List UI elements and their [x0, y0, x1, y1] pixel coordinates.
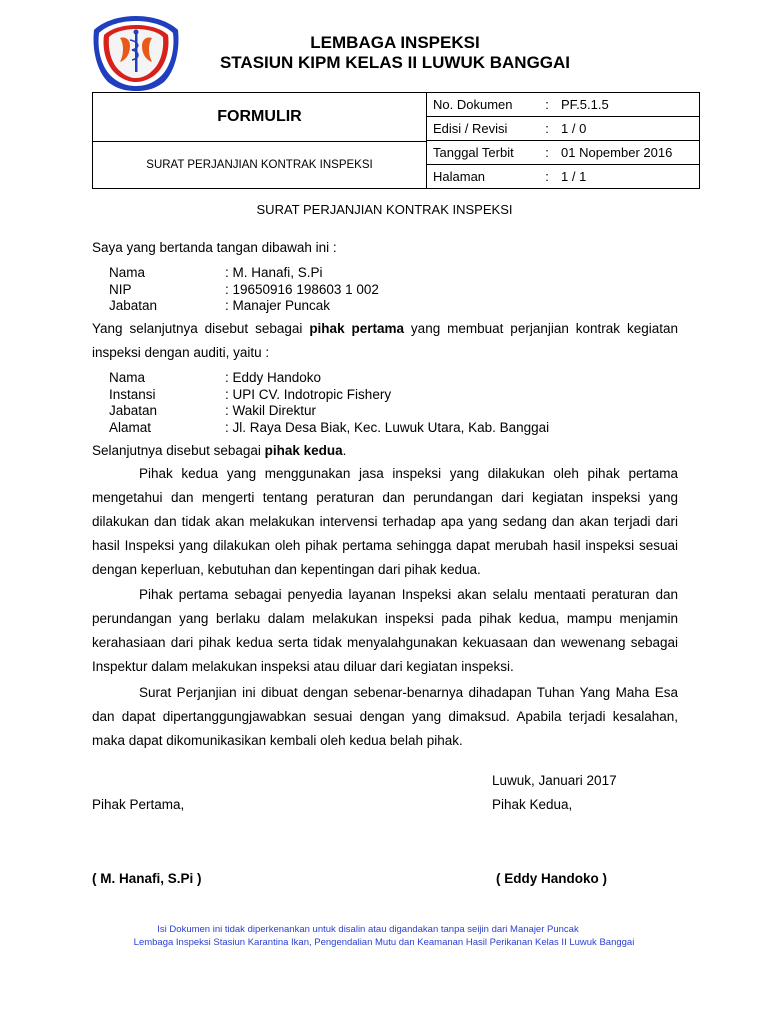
footer-disclaimer: Isi Dokumen ini tidak diperkenankan untuk disalin atau digandakan tanpa seijin dari Manajer Puncak [157, 924, 579, 935]
party2-row-position [109, 403, 549, 420]
place-date: Luwuk, Januari 2017 [492, 773, 617, 788]
first-party-signatory: ( M. Hanafi, S.Pi ) [92, 871, 202, 886]
form-label: FORMULIR [93, 93, 427, 142]
field-value: : Wakil Direktur [225, 403, 317, 418]
party1-row-name [109, 265, 379, 282]
party1-row-nip [109, 282, 379, 299]
meta-key: Halaman [433, 169, 486, 184]
bold-term-second-party: pihak kedua [264, 443, 343, 458]
meta-sep: : [545, 121, 549, 136]
meta-row-issue-date [427, 140, 699, 164]
text-segment: yang membuat perjanjian kontrak kegiatan inspeksi dengan auditi, yaitu : [92, 321, 678, 360]
first-party-label: Pihak Pertama, [92, 797, 185, 812]
party2-details [109, 370, 549, 436]
second-party-label: Pihak Kedua, [492, 797, 573, 812]
meta-sep: : [545, 145, 549, 160]
text-segment: . [342, 443, 347, 458]
meta-key: No. Dokumen [433, 97, 513, 112]
document-title: SURAT PERJANJIAN KONTRAK INSPEKSI [256, 202, 513, 217]
meta-row-doc-number [427, 93, 699, 116]
field-label: Jabatan [109, 403, 158, 418]
meta-sep: : [545, 169, 549, 184]
field-label: Jabatan [109, 298, 158, 313]
party1-paragraph [92, 317, 678, 365]
field-value: : M. Hanafi, S.Pi [225, 265, 323, 280]
party2-row-name [109, 370, 549, 387]
party1-row-position [109, 298, 379, 315]
meta-value: PF.5.1.5 [561, 97, 609, 112]
field-value: : Eddy Handoko [225, 370, 322, 385]
document-meta-cell [427, 93, 700, 189]
meta-sep: : [545, 97, 549, 112]
meta-value: 01 Nopember 2016 [561, 145, 673, 160]
field-value: : 19650916 198603 1 002 [225, 281, 379, 297]
field-value: : Manajer Puncak [225, 298, 331, 313]
meta-row-page [427, 164, 699, 188]
field-value: : UPI CV. Indotropic Fishery [225, 386, 392, 402]
footer-institution: Lembaga Inspeksi Stasiun Karantina Ikan, Pengendalian Mutu dan Keamanan Hasil Perikanan Kelas II Luwuk Banggai [133, 937, 635, 948]
party2-paragraph [92, 439, 678, 463]
field-label: Instansi [109, 386, 156, 402]
bold-term-first-party: pihak pertama [309, 321, 405, 336]
field-label: Nama [109, 265, 146, 280]
meta-key: Edisi / Revisi [433, 121, 508, 136]
meta-value: 1 / 0 [561, 121, 587, 136]
field-label: Alamat [109, 419, 152, 435]
body-paragraph-2: Pihak pertama sebagai penyedia layanan Inspeksi akan selalu mentaati peraturan dan perundangan yang berlaku dalam melakukan inspeksi pada pihak kedua, mampu menjamin kerahasiaan dari pihak kedua serta tidak menyalahgunakan kekuasaan dan wewenang sebagai Inspektur dalam melakukan inspeksi atau diluar dari kegiatan inspeksi. [92, 587, 678, 674]
kipm-emblem-logo [90, 14, 182, 92]
body-paragraph-3: Surat Perjanjian ini dibuat dengan sebenar-benarnya dihadapan Tuhan Yang Maha Esa dan dapat dipertanggungjawabkan sesuai dengan yang dimaksud. Apabila terjadi kesalahan, maka dapat dikomunikasikan kembali oleh kedua belah pihak. [92, 685, 678, 748]
field-value: : Jl. Raya Desa Biak, Kec. Luwuk Utara, Kab. Banggai [225, 419, 550, 435]
meta-row-edition [427, 116, 699, 140]
second-party-signatory: ( Eddy Handoko ) [496, 871, 607, 886]
text-segment: Yang selanjutnya disebut sebagai [92, 321, 310, 336]
party2-row-address [109, 420, 549, 437]
meta-key: Tanggal Terbit [433, 145, 514, 160]
field-label: NIP [109, 281, 132, 297]
party2-row-agency [109, 387, 549, 404]
field-label: Nama [109, 370, 146, 385]
text-segment: Selanjutnya disebut sebagai [92, 443, 265, 458]
intro-text: Saya yang bertanda tangan dibawah ini : [92, 240, 337, 255]
document-control-table [92, 92, 700, 189]
party1-details [109, 265, 379, 315]
meta-value: 1 / 1 [561, 169, 587, 184]
institution-name: LEMBAGA INSPEKSI [310, 33, 480, 52]
station-name: STASIUN KIPM KELAS II LUWUK BANGGAI [219, 53, 571, 72]
form-subject: SURAT PERJANJIAN KONTRAK INSPEKSI [93, 142, 427, 189]
body-paragraph-1: Pihak kedua yang menggunakan jasa inspeksi yang dilakukan oleh pihak pertama mengetahui dan mengerti tentang peraturan dan perundangan dari kegiatan inspeksi yang dilakukan dan tidak akan melakukan intervensi terhadap apa yang sedang dan akan terjadi dari hasil Inspeksi yang dilakukan oleh pihak pertama sehingga dapat merubah hasil inspeksi sesuai dengan keperluan, kebutuhan dan kepentingan dari pihak kedua. [92, 466, 678, 577]
